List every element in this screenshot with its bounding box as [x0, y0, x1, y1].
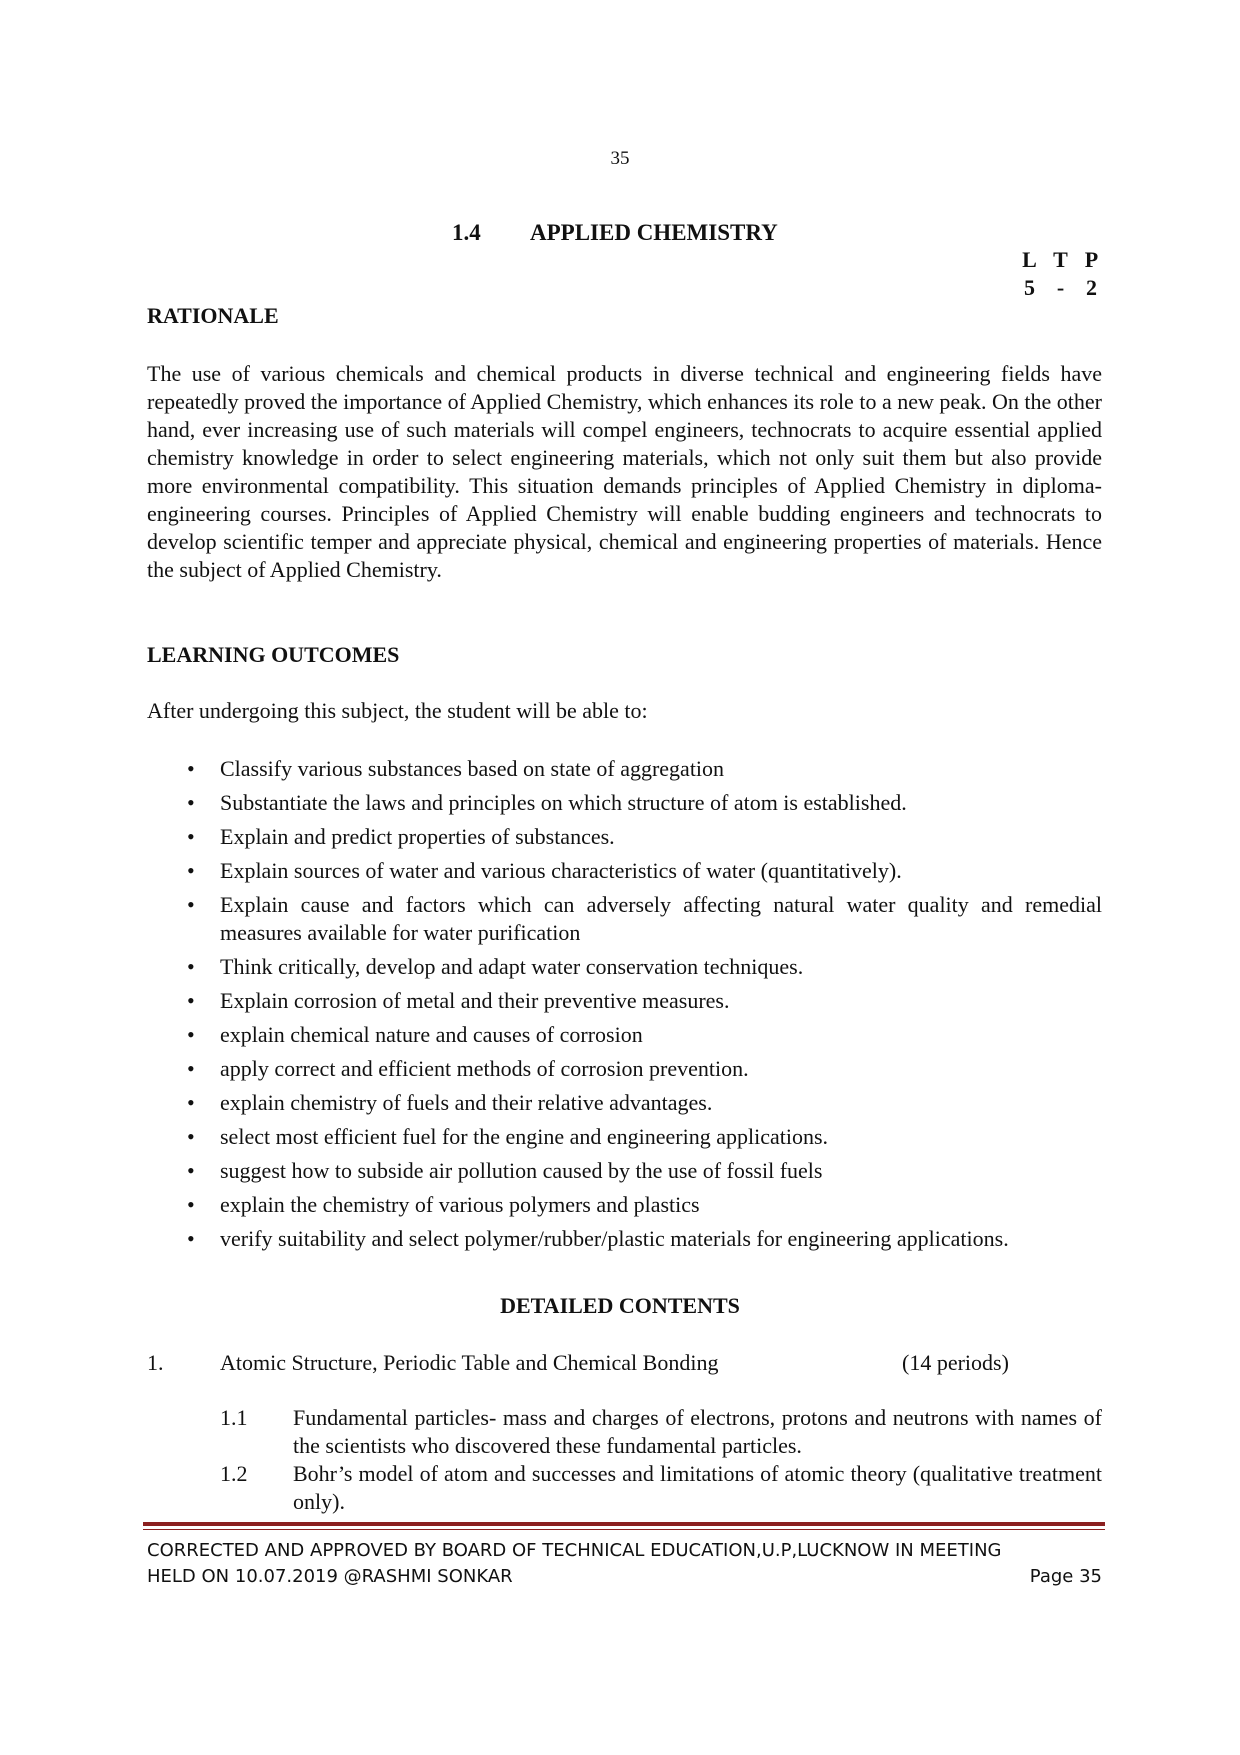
rationale-text: The use of various chemicals and chemical products in diverse technical and engineering fields have repeatedly proved the importance of Applied Chemistry, which enhances its role to a new peak. On the other hand, ever increasing use of such materials will compel engineers, technocrats to acquire essential applied chemistry knowledge in order to select engineering materials, which not only suit them but also provide more environmental compatibility. This situation demands principles of Applied Chemistry in diploma-engineering courses. Principles of Applied Chemistry will enable budding engineers and technocrats to develop scientific temper and appreciate physical, chemical and engineering properties of materials. Hence the subject of Applied Chemistry. — [147, 361, 1102, 582]
footer-line-2 — [147, 1564, 1102, 1590]
learning-outcomes-heading: LEARNING OUTCOMES — [147, 642, 400, 667]
learning-outcomes-intro: After undergoing this subject, the student will be able to: — [147, 698, 648, 723]
list-item-text: select most efficient fuel for the engine and engineering applications. — [220, 1124, 829, 1149]
list-item-text: explain chemical nature and causes of corrosion — [220, 1022, 643, 1047]
unit-number: 1. — [147, 1350, 164, 1375]
list-item — [147, 1055, 1102, 1083]
list-item-text: Classify various substances based on state of aggregation — [220, 756, 725, 781]
list-item-text: Explain corrosion of metal and their preventive measures. — [220, 988, 730, 1013]
list-item-text: explain chemistry of fuels and their relative advantages. — [220, 1090, 713, 1115]
list-item — [147, 987, 1102, 1015]
list-item-text: apply correct and efficient methods of corrosion prevention. — [220, 1056, 749, 1081]
bullet-icon: • — [187, 892, 195, 917]
learning-outcomes-list — [147, 755, 1102, 1259]
footer-rule-thin — [143, 1529, 1105, 1530]
list-item-text: Explain cause and factors which can adversely affecting natural water quality and remedial measures available for water purification — [220, 892, 1102, 945]
bullet-icon: • — [187, 1022, 195, 1047]
ltp-value-l: 5 — [1024, 275, 1035, 300]
list-item — [147, 1191, 1102, 1219]
sub-item-text: Fundamental particles- mass and charges of electrons, protons and neutrons with names of the scientists who discovered these fundamental particles. — [293, 1405, 1102, 1458]
list-item-text: Think critically, develop and adapt water conservation techniques. — [220, 954, 804, 979]
sub-item — [220, 1404, 1102, 1460]
ltp-table — [1014, 246, 1107, 302]
bullet-icon: • — [187, 858, 195, 883]
bullet-icon: • — [187, 1158, 195, 1183]
footer — [147, 1538, 1102, 1590]
list-item-text: Explain and predict properties of substances. — [220, 824, 615, 849]
list-item — [147, 857, 1102, 885]
section-number: 1.4 — [452, 220, 481, 245]
footer-page-label: Page 35 — [1029, 1566, 1102, 1587]
bullet-icon: • — [187, 790, 195, 815]
rationale-heading: RATIONALE — [147, 303, 279, 328]
sub-item-number: 1.1 — [220, 1405, 248, 1430]
sub-item — [220, 1460, 1102, 1516]
bullet-icon: • — [187, 824, 195, 849]
ltp-value-t: - — [1056, 275, 1065, 300]
list-item — [147, 1225, 1102, 1253]
bullet-icon: • — [187, 1124, 195, 1149]
ltp-value-row — [1014, 274, 1107, 302]
bullet-icon: • — [187, 1192, 195, 1217]
list-item-text: Explain sources of water and various characteristics of water (quantitatively). — [220, 858, 902, 883]
sub-item-number: 1.2 — [220, 1461, 248, 1486]
list-item-text: explain the chemistry of various polymers and plastics — [220, 1192, 700, 1217]
bullet-icon: • — [187, 988, 195, 1013]
ltp-header-t: T — [1053, 247, 1068, 272]
list-item — [147, 1123, 1102, 1151]
bullet-icon: • — [187, 1056, 195, 1081]
section-title: APPLIED CHEMISTRY — [530, 220, 778, 245]
ltp-value-p: 2 — [1086, 275, 1097, 300]
list-item — [147, 823, 1102, 851]
ltp-header-p: P — [1084, 247, 1099, 272]
page-number: 35 — [610, 148, 630, 169]
list-item — [147, 891, 1102, 947]
list-item — [147, 789, 1102, 817]
bullet-icon: • — [187, 756, 195, 781]
bullet-icon: • — [187, 954, 195, 979]
sub-item-text: Bohr’s model of atom and successes and limitations of atomic theory (qualitative treatment only). — [293, 1461, 1102, 1514]
detailed-contents-heading: DETAILED CONTENTS — [500, 1293, 740, 1318]
list-item-text: suggest how to subside air pollution caused by the use of fossil fuels — [220, 1158, 823, 1183]
list-item-text: verify suitability and select polymer/rubber/plastic materials for engineering applications. — [220, 1226, 1009, 1251]
list-item — [147, 1157, 1102, 1185]
footer-rule-thick — [143, 1522, 1105, 1526]
section-heading — [452, 220, 778, 246]
bullet-icon: • — [187, 1090, 195, 1115]
list-item — [147, 755, 1102, 783]
unit-title: Atomic Structure, Periodic Table and Chemical Bonding — [220, 1350, 719, 1375]
ltp-header-l: L — [1022, 247, 1037, 272]
footer-line-1: CORRECTED AND APPROVED BY BOARD OF TECHNICAL EDUCATION,U.P,LUCKNOW IN MEETING — [147, 1540, 1002, 1561]
footer-approval-text: HELD ON 10.07.2019 @RASHMI SONKAR — [147, 1566, 513, 1587]
list-item — [147, 1021, 1102, 1049]
list-item — [147, 953, 1102, 981]
bullet-icon: • — [187, 1226, 195, 1251]
list-item-text: Substantiate the laws and principles on which structure of atom is established. — [220, 790, 907, 815]
ltp-header-row — [1014, 246, 1107, 274]
unit-periods: (14 periods) — [902, 1350, 1009, 1375]
list-item — [147, 1089, 1102, 1117]
